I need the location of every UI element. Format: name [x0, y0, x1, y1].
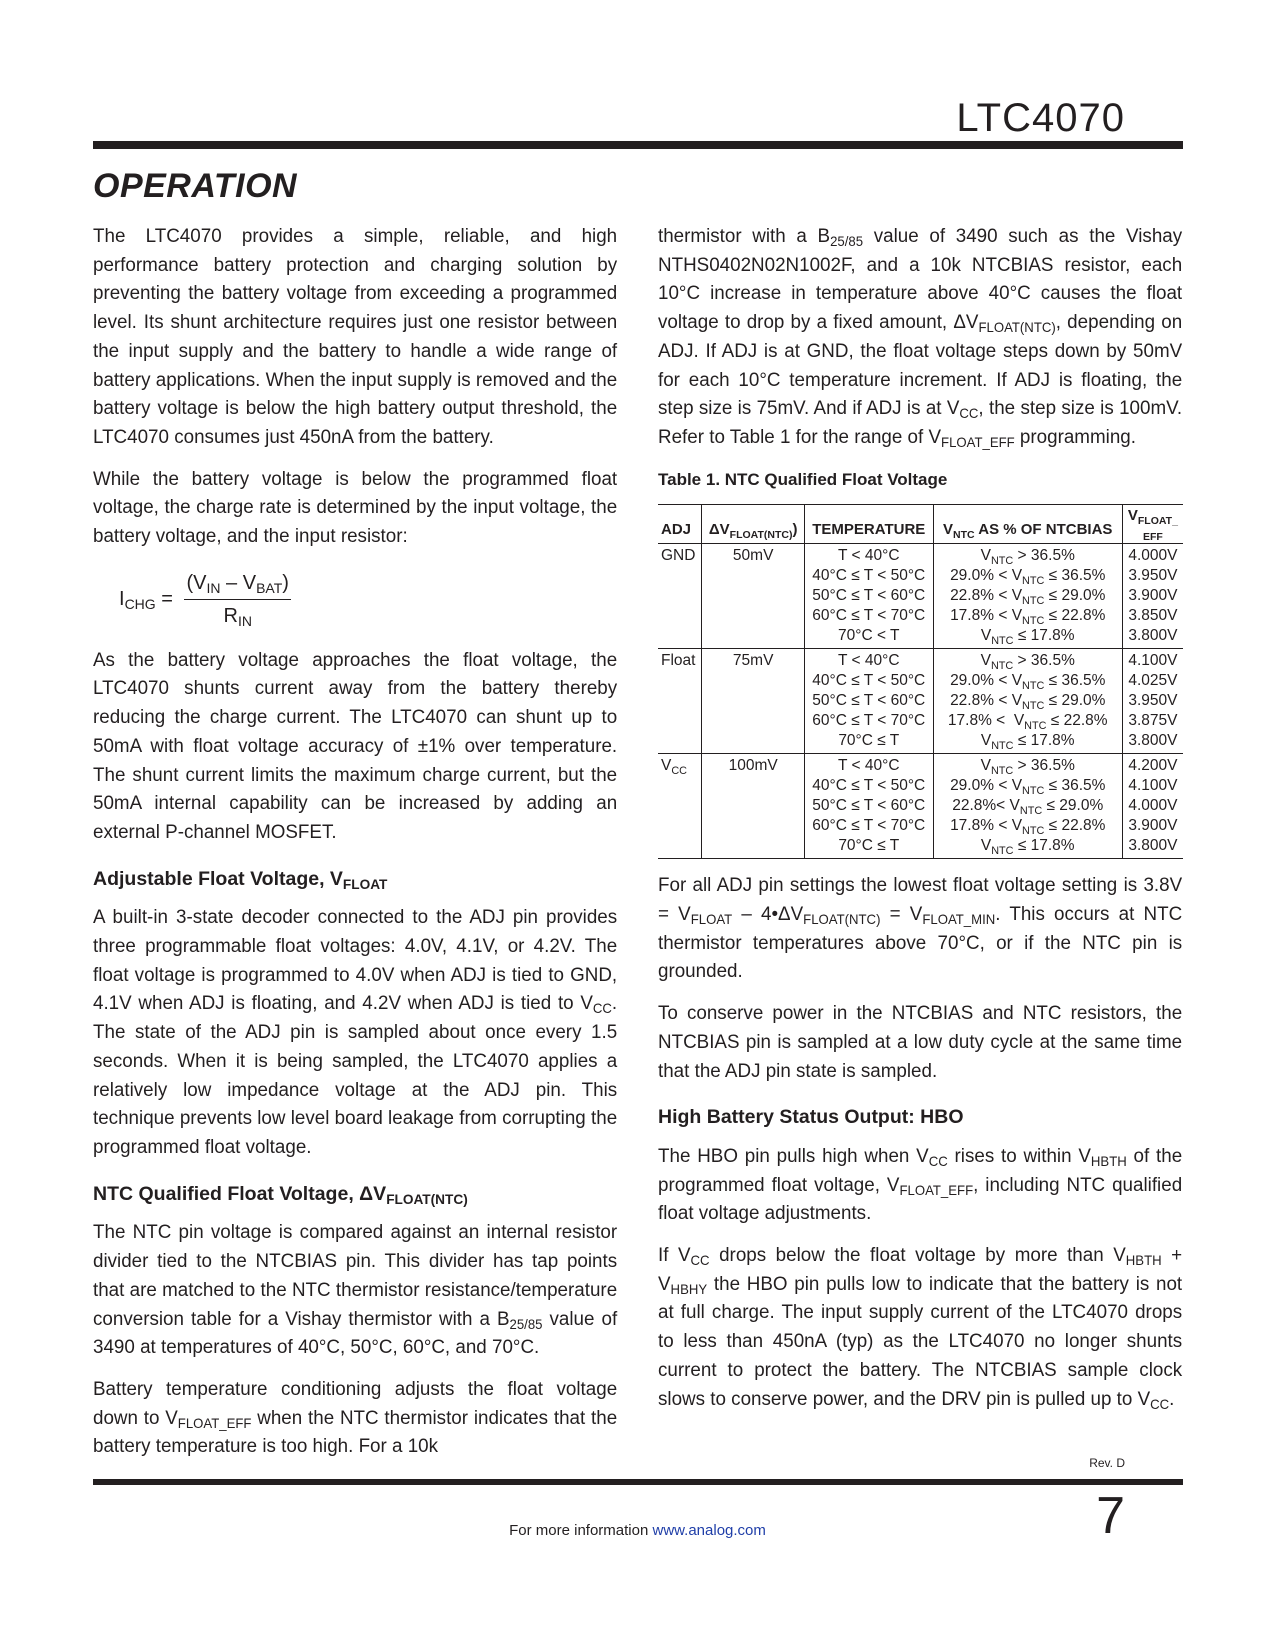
cell-vntc: $V_{NTC} > 36.5\%$ $29.0\% < V_{NTC} \le 36.5\%$ $22.8\%< V_{NTC} \le 29.0\%$ $17.8\% < V_{NTC} \le 22.8\%$ $V_{NTC} \le 17.8\%$	[933, 754, 1122, 859]
paragraph-hbo-high: The HBO pin pulls high when $V_{CC}$ rises to within $V_{HBTH}$ of the programmed float voltage, $V_{FLOAT\_EFF}$, including NTC qualified float voltage adjustments.	[658, 1144, 1183, 1225]
ntc-float-voltage-table	[658, 504, 1183, 859]
charge-current-equation: $I_{CHG}$ = $\frac{(V_{IN} - V_{BAT})}{R_{IN}}$	[119, 564, 618, 636]
paragraph-hbo-low: If $V_{CC}$ drops below the float voltage by more than $V_{HBTH} + V_{HBHY}$ the HBO pin pulls low to indicate that the battery is not at full charge. The input supply current of the LTC4070 drops to less than 450nA (typ) as the LTC4070 no longer shunts current to protect the battery. The NTCBIAS sample clock slows to conserve power, and the DRV pin is pulled up to $V_{CC}$.	[658, 1244, 1183, 1412]
cell-temperature: T < 40°C 40°C ≤ T < 50°C 50°C ≤ T < 60°C 60°C ≤ T < 70°C 70°C ≤ T	[804, 754, 933, 859]
paragraph-conserve-power: To conserve power in the NTCBIAS and NTC resistors, the NTCBIAS pin is sampled at a low duty cycle at the same time that the ADJ pin state is sampled.	[658, 1002, 1183, 1082]
subheading-ntc-qualified: NTC Qualified Float Voltage, $\Delta V_{FLOAT(NTC)}$	[93, 1182, 468, 1207]
paragraph-ntc-divider: The NTC pin voltage is compared against an internal resistor divider tied to the NTCBIAS pin. This divider has tap points that are matched to the NTC thermistor resistance/temperature conversion table for a Vishay thermistor with a $B_{25/85}$ value of 3490 at temperatures of 40°C, 50°C, 60°C, and 70°C.	[93, 1221, 618, 1359]
equation-numerator: $(V_{IN} - V_{BAT})$	[184, 569, 290, 601]
paragraph-charge-rate: While the battery voltage is below the programmed float voltage, the charge rate is determined by the input voltage, the battery voltage, and the input resistor:	[93, 467, 618, 548]
cell-temperature: T < 40°C 40°C ≤ T < 50°C 50°C ≤ T < 60°C 60°C ≤ T < 70°C 70°C < T	[804, 544, 933, 649]
table-row	[658, 649, 1183, 754]
table-header-row	[658, 505, 1183, 544]
paragraph-lowest-float: For all ADJ pin settings the lowest float voltage setting is $3.8V = V_{FLOAT}$ – $4•\Delta V_{FLOAT(NTC)} = V_{FLOAT\_MIN}$. This occurs at NTC thermistor temperatures above 70°C, or if the NTC pin is grounded.	[658, 874, 1183, 983]
cell-vfloat-eff: 4.000V 3.950V 3.900V 3.850V 3.800V	[1122, 544, 1183, 649]
table-row	[658, 754, 1183, 859]
cell-vfloat-eff: 4.100V 4.025V 3.950V 3.875V 3.800V	[1122, 649, 1183, 754]
subheading-hbo: High Battery Status Output: HBO	[658, 1106, 964, 1129]
cell-vfloat-eff: 4.200V 4.100V 4.000V 3.900V 3.800V	[1122, 754, 1183, 859]
footer-info: For more information www.analog.com	[509, 1522, 766, 1539]
table-row	[658, 544, 1183, 649]
cell-adj: $V_{CC}$	[658, 754, 702, 859]
right-column	[658, 222, 1183, 1426]
page-number: 7	[1096, 1487, 1125, 1545]
paragraph-shunt: As the battery voltage approaches the float voltage, the LTC4070 shunts current away from the battery thereby reducing the charge current. The LTC4070 can shunt up to 50mA with float voltage accuracy of ±1% over temperature. The shunt current limits the maximum charge current, but the 50mA internal capability can be increased by adding an external P-channel MOSFET.	[93, 648, 618, 843]
header-adj: ADJ	[658, 505, 702, 544]
cell-step: 100mV	[702, 754, 805, 859]
header-vntc: $V_{NTC}$ AS % OF NTCBIAS	[933, 505, 1122, 544]
cell-step: 75mV	[702, 649, 805, 754]
footer-rule	[93, 1479, 1183, 1485]
header-delta-vfloat: $\Delta V_{FLOAT(NTC)}$)	[702, 505, 805, 544]
equation-denominator: $R_{IN}$	[223, 605, 252, 630]
subheading-adjustable-float: Adjustable Float Voltage, $V_{FLOAT}$	[93, 867, 388, 892]
analog-website-link[interactable]: www.analog.com	[652, 1522, 766, 1539]
cell-adj: GND	[658, 544, 702, 649]
revision-label: Rev. D	[1089, 1456, 1125, 1470]
paragraph-temp-conditioning: Battery temperature conditioning adjusts the float voltage down to $V_{FLOAT\_EFF}$ when the NTC thermistor indicates that the battery temperature is too high. For a 10k	[93, 1377, 618, 1458]
cell-vntc: $V_{NTC} > 36.5\%$ $29.0\% < V_{NTC} \le 36.5\%$ $22.8\% < V_{NTC} \le 29.0\%$ $17.8\% < V_{NTC} \le 22.8\%$ $V_{NTC} \le 17.8\%$	[933, 649, 1122, 754]
section-title: OPERATION	[93, 167, 298, 205]
cell-step: 50mV	[702, 544, 805, 649]
table-body	[658, 544, 1183, 859]
cell-adj: Float	[658, 649, 702, 754]
cell-temperature: T < 40°C 40°C ≤ T < 50°C 50°C ≤ T < 60°C 60°C ≤ T < 70°C 70°C ≤ T	[804, 649, 933, 754]
cell-vntc: $V_{NTC} > 36.5\%$ $29.0\% < V_{NTC} \le 36.5\%$ $22.8\% < V_{NTC} \le 29.0\%$ $17.8\% < V_{NTC} \le 22.8\%$ $V_{NTC} \le 17.8\%$	[933, 544, 1122, 649]
header-vfloat-eff: $V_{FLOAT\_}$ $_{EFF}$	[1122, 505, 1183, 544]
left-column	[93, 222, 618, 1474]
table-caption: Table 1. NTC Qualified Float Voltage	[658, 469, 948, 489]
header-rule	[93, 141, 1183, 149]
paragraph-decoder: A built-in 3-state decoder connected to the ADJ pin provides three programmable float voltages: 4.0V, 4.1V, or 4.2V. The float voltage is programmed to 4.0V when ADJ is tied to GND, 4.1V when ADJ is floating, and 4.2V when ADJ is tied to $V_{CC}$. The state of the ADJ pin is sampled about once every 1.5 seconds. When it is being sampled, the LTC4070 applies a relatively low impedance voltage at the ADJ pin. This technique prevents low level board leakage from corrupting the programmed float voltage.	[93, 906, 618, 1158]
header-temperature: TEMPERATURE	[804, 505, 933, 544]
part-number: LTC4070	[956, 96, 1125, 140]
paragraph-thermistor: thermistor with a $B_{25/85}$ value of 3490 such as the Vishay NTHS0402N02N1002F, and a 10k NTCBIAS resistor, each 10°C increase in temperature above 40°C causes the float voltage to drop by a fixed amount, $\Delta V_{FLOAT(NTC)}$, depending on ADJ. If ADJ is at GND, the float voltage steps down by 50mV for each 10°C temperature increment. If ADJ is floating, the step size is 75mV. And if ADJ is at $V_{CC}$, the step size is 100mV. Refer to Table 1 for the range of $V_{FLOAT\_EFF}$ programming.	[658, 225, 1183, 450]
paragraph-intro: The LTC4070 provides a simple, reliable, and high performance battery protection and charging solution by preventing the battery voltage from exceeding a programmed level. Its shunt architecture requires just one resistor between the input supply and the battery to handle a wide range of battery applications. When the input supply is removed and the battery voltage is below the high battery output threshold, the LTC4070 consumes just 450nA from the battery.	[93, 225, 618, 448]
